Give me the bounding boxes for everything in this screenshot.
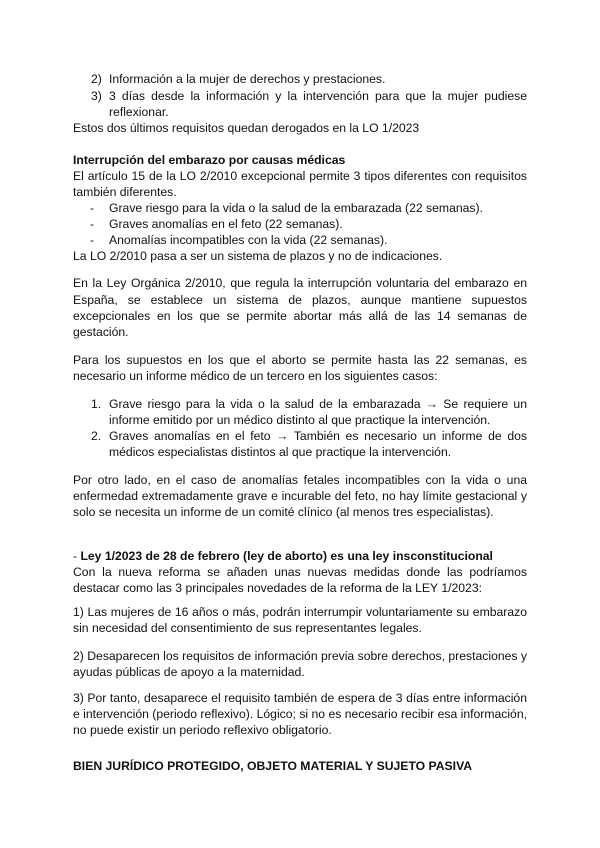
bullet-dash: - bbox=[90, 201, 95, 215]
paragraph-line: Para los supuestos en los que el aborto se permite hasta las 22 semanas, es bbox=[73, 353, 527, 367]
derogated-note: Estos dos últimos requisitos quedan derogados en la LO 1/2023 bbox=[73, 121, 420, 135]
paragraph-line: solo se necesita un informe de un comité clínico (al menos tres especialistas). bbox=[73, 505, 494, 519]
list-item-text: Graves anomalías en el feto → También es necesario un informe de dos bbox=[109, 429, 527, 443]
bullet-item: Grave riesgo para la vida o la salud de la embarazada (22 semanas). bbox=[109, 201, 483, 215]
bullet-dash: - bbox=[90, 233, 95, 247]
paragraph-line: enfermedad extremadamente grave e incurable del feto, no hay límite gestacional y bbox=[73, 489, 527, 503]
section-heading: Ley 1/2023 de 28 de febrero (ley de aborto) es una ley insconstitucional bbox=[80, 549, 493, 563]
list-number: 2. bbox=[91, 429, 102, 443]
list-item-text: 3 días desde la información y la intervención para que la mujer pudiese bbox=[109, 89, 527, 103]
paragraph-line: Por otro lado, en el caso de anomalías fetales incompatibles con la vida o una bbox=[73, 473, 527, 487]
list-item-text: Información a la mujer de derechos y prestaciones. bbox=[109, 72, 386, 86]
bullet-item: Anomalías incompatibles con la vida (22 semanas). bbox=[109, 233, 388, 247]
paragraph-line: El artículo 15 de la LO 2/2010 excepcional permite 3 tipos diferentes con requisitos bbox=[73, 169, 527, 183]
list-number: 2) bbox=[91, 72, 102, 86]
paragraph-line: La LO 2/2010 pasa a ser un sistema de plazos y no de indicaciones. bbox=[73, 249, 443, 263]
bullet-dash: - bbox=[90, 217, 95, 231]
bullet-item: Graves anomalías en el feto (22 semanas). bbox=[109, 217, 343, 231]
paragraph-line: también diferentes. bbox=[73, 185, 177, 199]
paragraph-line: 2) Desaparecen los requisitos de información previa sobre derechos, prestaciones y bbox=[73, 649, 527, 663]
paragraph-line: 1) Las mujeres de 16 años o más, podrán interrumpir voluntariamente su embarazo bbox=[73, 605, 527, 619]
paragraph-line: España, se establece un sistema de plazos, aunque mantiene supuestos bbox=[73, 293, 527, 307]
paragraph-line: En la Ley Orgánica 2/2010, que regula la interrupción voluntaria del embarazo en bbox=[73, 276, 527, 290]
section-heading: Interrupción del embarazo por causas médicas bbox=[73, 153, 346, 167]
paragraph-line: sin necesidad del consentimiento de sus representantes legales. bbox=[73, 621, 422, 635]
list-number: 3) bbox=[91, 89, 102, 103]
paragraph-line: 3) Por tanto, desaparece el requisito también de espera de 3 días entre información bbox=[73, 691, 527, 705]
list-item-text: reflexionar. bbox=[109, 105, 169, 119]
list-item-text: médicos especialistas distintos al que practique la intervención. bbox=[109, 445, 452, 459]
paragraph-line: no puede existir un periodo reflexivo obligatorio. bbox=[73, 723, 332, 737]
list-item-text: informe emitido por un médico distinto al que practique la intervención. bbox=[109, 413, 491, 427]
paragraph-line: destacar como las 3 principales novedades de la reforma de la LEY 1/2023: bbox=[73, 581, 482, 595]
ley-heading-line bbox=[73, 548, 493, 564]
paragraph-line: Con la nueva reforma se añaden unas nuevas medidas donde las podríamos bbox=[73, 565, 527, 579]
list-item-text: Grave riesgo para la vida o la salud de la embarazada → Se requiere un bbox=[109, 397, 527, 411]
list-number: 1. bbox=[91, 397, 102, 411]
paragraph-line: gestación. bbox=[73, 325, 129, 339]
paragraph-line: ayudas públicas de apoyo a la maternidad. bbox=[73, 665, 305, 679]
heading-dash: - bbox=[73, 549, 81, 563]
paragraph-line: e intervención (periodo reflexivo). Lógico; si no es necesario recibir esa información, bbox=[73, 707, 527, 721]
section-heading: BIEN JURÍDICO PROTEGIDO, OBJETO MATERIAL Y SUJETO PASIVA bbox=[73, 759, 473, 773]
paragraph-line: excepcionales en los que se permite abortar más allá de las 14 semanas de bbox=[73, 309, 527, 323]
paragraph-line: necesario un informe médico de un tercero en los siguientes casos: bbox=[73, 369, 438, 383]
